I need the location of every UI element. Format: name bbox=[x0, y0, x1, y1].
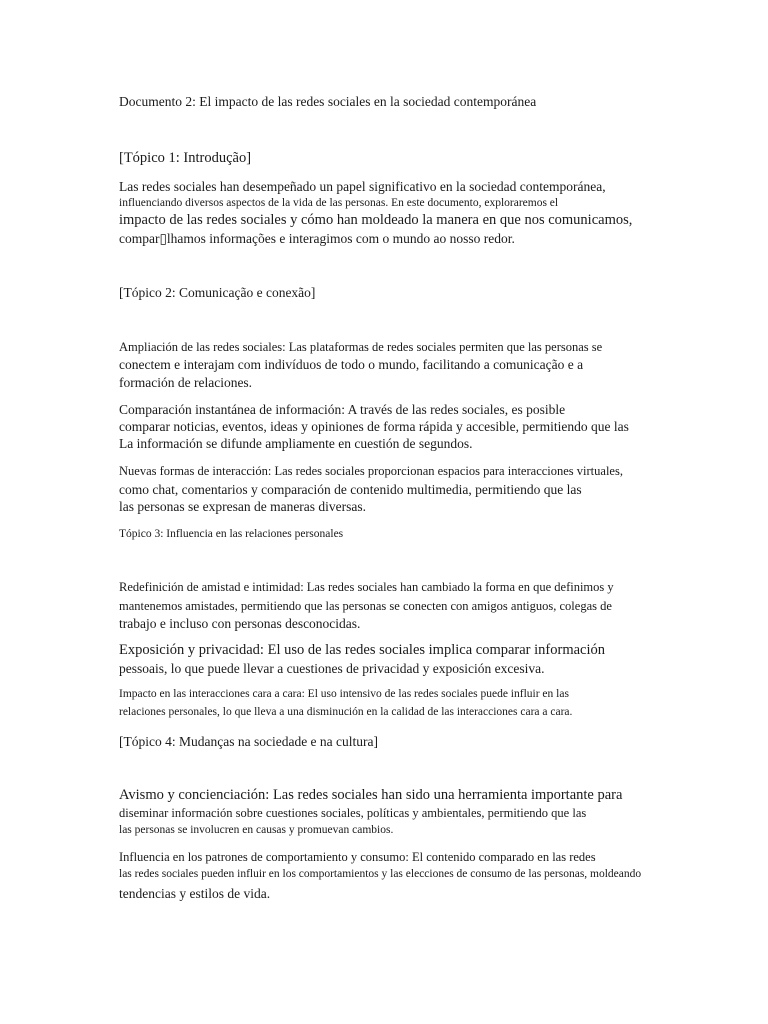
paragraph-line: Impacto en las interacciones cara a cara: El uso intensivo de las redes sociales puede influir en las bbox=[119, 688, 569, 700]
paragraph-line: las personas se involucren en causas y promuevan cambios. bbox=[119, 824, 394, 836]
paragraph-line: pessoais, lo que puede llevar a cuestiones de privacidad y exposición excesiva. bbox=[119, 661, 545, 676]
paragraph-line: Avismo y concienciación: Las redes sociales han sido una herramienta importante para bbox=[119, 787, 623, 803]
paragraph-line: formación de relaciones. bbox=[119, 375, 253, 390]
paragraph-line: impacto de las redes sociales y cómo han moldeado la manera en que nos comunicamos, bbox=[119, 212, 633, 228]
section-heading: [Tópico 4: Mudanças na sociedade e na cultura] bbox=[119, 734, 379, 749]
section-heading: [Tópico 1: Introdução] bbox=[119, 150, 252, 166]
paragraph-line: Ampliación de las redes sociales: Las plataformas de redes sociales permiten que las personas se bbox=[119, 340, 603, 354]
paragraph-line: Nuevas formas de interacción: Las redes sociales proporcionan espacios para interacciones virtuales, bbox=[119, 464, 623, 478]
paragraph-line: Influencia en los patrones de comportamiento y consumo: El contenido comparado en las redes bbox=[119, 850, 596, 864]
paragraph-line: Redefinición de amistad e intimidad: Las redes sociales han cambiado la forma en que definimos y bbox=[119, 580, 614, 594]
paragraph-line: relaciones personales, lo que lleva a una disminución en la calidad de las interacciones cara a cara. bbox=[119, 706, 573, 718]
paragraph-line: influenciando diversos aspectos de la vida de las personas. En este documento, exploraremos el bbox=[119, 197, 559, 209]
paragraph-line: las redes sociales pueden influir en los comportamientos y las elecciones de consumo de las personas, moldeando bbox=[119, 868, 642, 880]
paragraph-line: tendencias y estilos de vida. bbox=[119, 886, 271, 901]
paragraph-line: Las redes sociales han desempeñado un papel significativo en la sociedad contemporánea, bbox=[119, 179, 606, 194]
paragraph-line: Comparación instantánea de información: A través de las redes sociales, es posible bbox=[119, 402, 566, 417]
paragraph-line: Exposición y privacidad: El uso de las redes sociales implica comparar información bbox=[119, 642, 605, 658]
paragraph-line: mantenemos amistades, permitiendo que las personas se conecten con amigos antiguos, colegas de bbox=[119, 599, 612, 613]
paragraph-line: las personas se expresan de maneras diversas. bbox=[119, 499, 367, 514]
paragraph-line: trabajo e incluso con personas desconocidas. bbox=[119, 616, 361, 631]
section-heading: [Tópico 2: Comunicação e conexão] bbox=[119, 285, 316, 300]
paragraph-line: diseminar información sobre cuestiones sociales, políticas y ambientales, permitiendo que las bbox=[119, 806, 587, 820]
paragraph-line: como chat, comentarios y comparación de contenido multimedia, permitiendo que las bbox=[119, 482, 582, 497]
paragraph-line: compar▯​lhamos informações e interagimos com o mundo ao nosso redor. bbox=[119, 231, 515, 246]
document-title: Documento 2: El impacto de las redes sociales en la sociedad contemporánea bbox=[119, 94, 537, 109]
paragraph-line: La información se difunde ampliamente en cuestión de segundos. bbox=[119, 436, 473, 451]
section-heading: Tópico 3: Influencia en las relaciones personales bbox=[119, 528, 344, 540]
paragraph-line: comparar noticias, eventos, ideas y opiniones de forma rápida y accesible, permitiendo que las bbox=[119, 419, 629, 434]
paragraph-line: conectem e interajam com indivíduos de todo o mundo, facilitando a comunicação e a bbox=[119, 357, 584, 372]
